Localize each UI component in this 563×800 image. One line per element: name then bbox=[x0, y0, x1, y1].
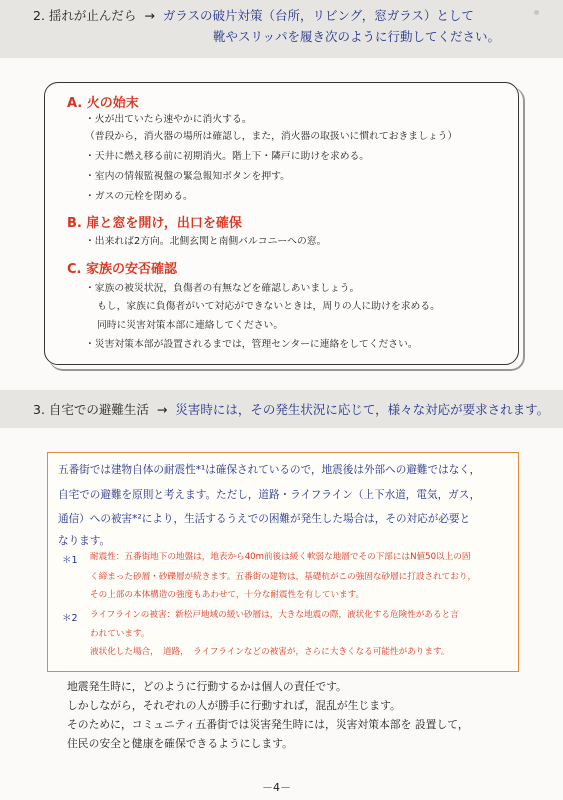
note2-line-2: われています。 bbox=[90, 629, 150, 639]
scan-dot bbox=[534, 10, 539, 15]
closing-line-1: 地震発生時に，どのように行動するかは個人の責任です。 bbox=[67, 680, 347, 693]
note2-line-1: ライフラインの被害：新松戸地域の緩い砂層は，大きな地震の際，液状化する危険性があると言 bbox=[90, 610, 459, 620]
note1-line-1: 耐震性：五番街地下の地盤は，地表から40m前後は緩く軟弱な地層でその下部にはN値50以上の固 bbox=[90, 552, 471, 562]
section2-subtitle-line2-wrap bbox=[213, 27, 500, 47]
family-line-1: ・家族の被災状況，負傷者の有無などを確認しあいましょう。 bbox=[85, 283, 360, 294]
fire-line-4: ・室内の情報監視盤の緊急報知ボタンを押す。 bbox=[85, 171, 290, 182]
note1-line-2: く締まった砂層・砂礫層が続きます。五番街の建物は，基礎杭がこの強固な砂層に打設されており， bbox=[90, 572, 477, 582]
closing-line-3: そのために，コミュニティ五番街では災害発生時には，災害対策本部を 設置して， bbox=[67, 718, 469, 731]
fire-line-5: ・ガスの元栓を閉める。 bbox=[85, 191, 193, 202]
box-line-1: 五番街では建物自体の耐震性*¹は確保されているので，地震後は外部への避難ではなく， bbox=[58, 464, 481, 476]
home-evacuation-box bbox=[47, 452, 519, 672]
exit-line-1: ・出来れば2方向。北側玄関と南側バルコニーへの窓。 bbox=[85, 236, 327, 247]
box-line-3: 通信）への被害*²により，生活するうえでの困難が発生した場合は，その対応が必要と bbox=[58, 513, 471, 525]
exit-heading: B. 扉と窓を開け，出口を確保 bbox=[67, 216, 242, 231]
note1-line-3: その上部の本体構造の強度もあわせて，十分な耐震性を有しています。 bbox=[90, 590, 365, 600]
family-line-4: ・災害対策本部が設置されるまでは，管理センターに連絡をしてください。 bbox=[85, 339, 418, 350]
fire-heading: A. 火の始末 bbox=[67, 96, 139, 111]
right-arrow-icon: → bbox=[156, 402, 168, 417]
family-line-2: もし，家族に負傷者がいて対応ができないときは，周りの人に助けを求める。 bbox=[97, 301, 440, 312]
section3-title: 3. 自宅での避難生活 bbox=[33, 402, 149, 417]
closing-line-4: 住民の安全と健康を確保できるようにします。 bbox=[67, 737, 293, 750]
fire-line-1: ・火が出ていたら速やかに消火する。 bbox=[85, 114, 252, 125]
emergency-actions-box bbox=[44, 82, 519, 365]
family-heading: C. 家族の安否確認 bbox=[67, 262, 178, 277]
fire-line-2: （普段から，消火器の場所は確認し，また，消火器の取扱いに慣れておきましょう） bbox=[85, 131, 458, 142]
section3-subtitle: 災害時には，その発生状況に応じて，様々な対応が要求されます。 bbox=[175, 402, 550, 417]
closing-line-2: しかしながら，それぞれの人が勝手に行動すれば，混乱が生じます。 bbox=[67, 699, 401, 712]
section2-subtitle-line1: ガラスの破片対策（台所，リビング，窓ガラス）として bbox=[162, 8, 474, 23]
family-line-3: 同時に災害対策本部に連絡してください。 bbox=[97, 320, 284, 331]
section2-title: 2. 揺れが止んだら bbox=[33, 8, 137, 23]
page-number: －4－ bbox=[262, 781, 291, 794]
fire-line-3: ・天井に燃え移る前に初期消火。階上下・隣戸に助けを求める。 bbox=[85, 151, 370, 162]
right-arrow-icon: → bbox=[144, 8, 155, 23]
section3-heading bbox=[33, 400, 549, 420]
section2-subtitle-line2: 靴やスリッパを履き次のように行動してください。 bbox=[213, 29, 501, 44]
note1-mark: ＊1 bbox=[62, 555, 78, 566]
section2-heading bbox=[33, 6, 474, 26]
note2-line-3: 液状化した場合， 道路， ライフラインなどの被害が，さらに大きくなる可能性があります。 bbox=[90, 647, 450, 657]
note2-mark: ＊2 bbox=[62, 613, 78, 624]
box-line-4: なります。 bbox=[58, 535, 111, 547]
box-line-2: 自宅での避難を原則と考えます。ただし，道路・ライフライン（上下水道，電気，ガス， bbox=[58, 489, 481, 501]
